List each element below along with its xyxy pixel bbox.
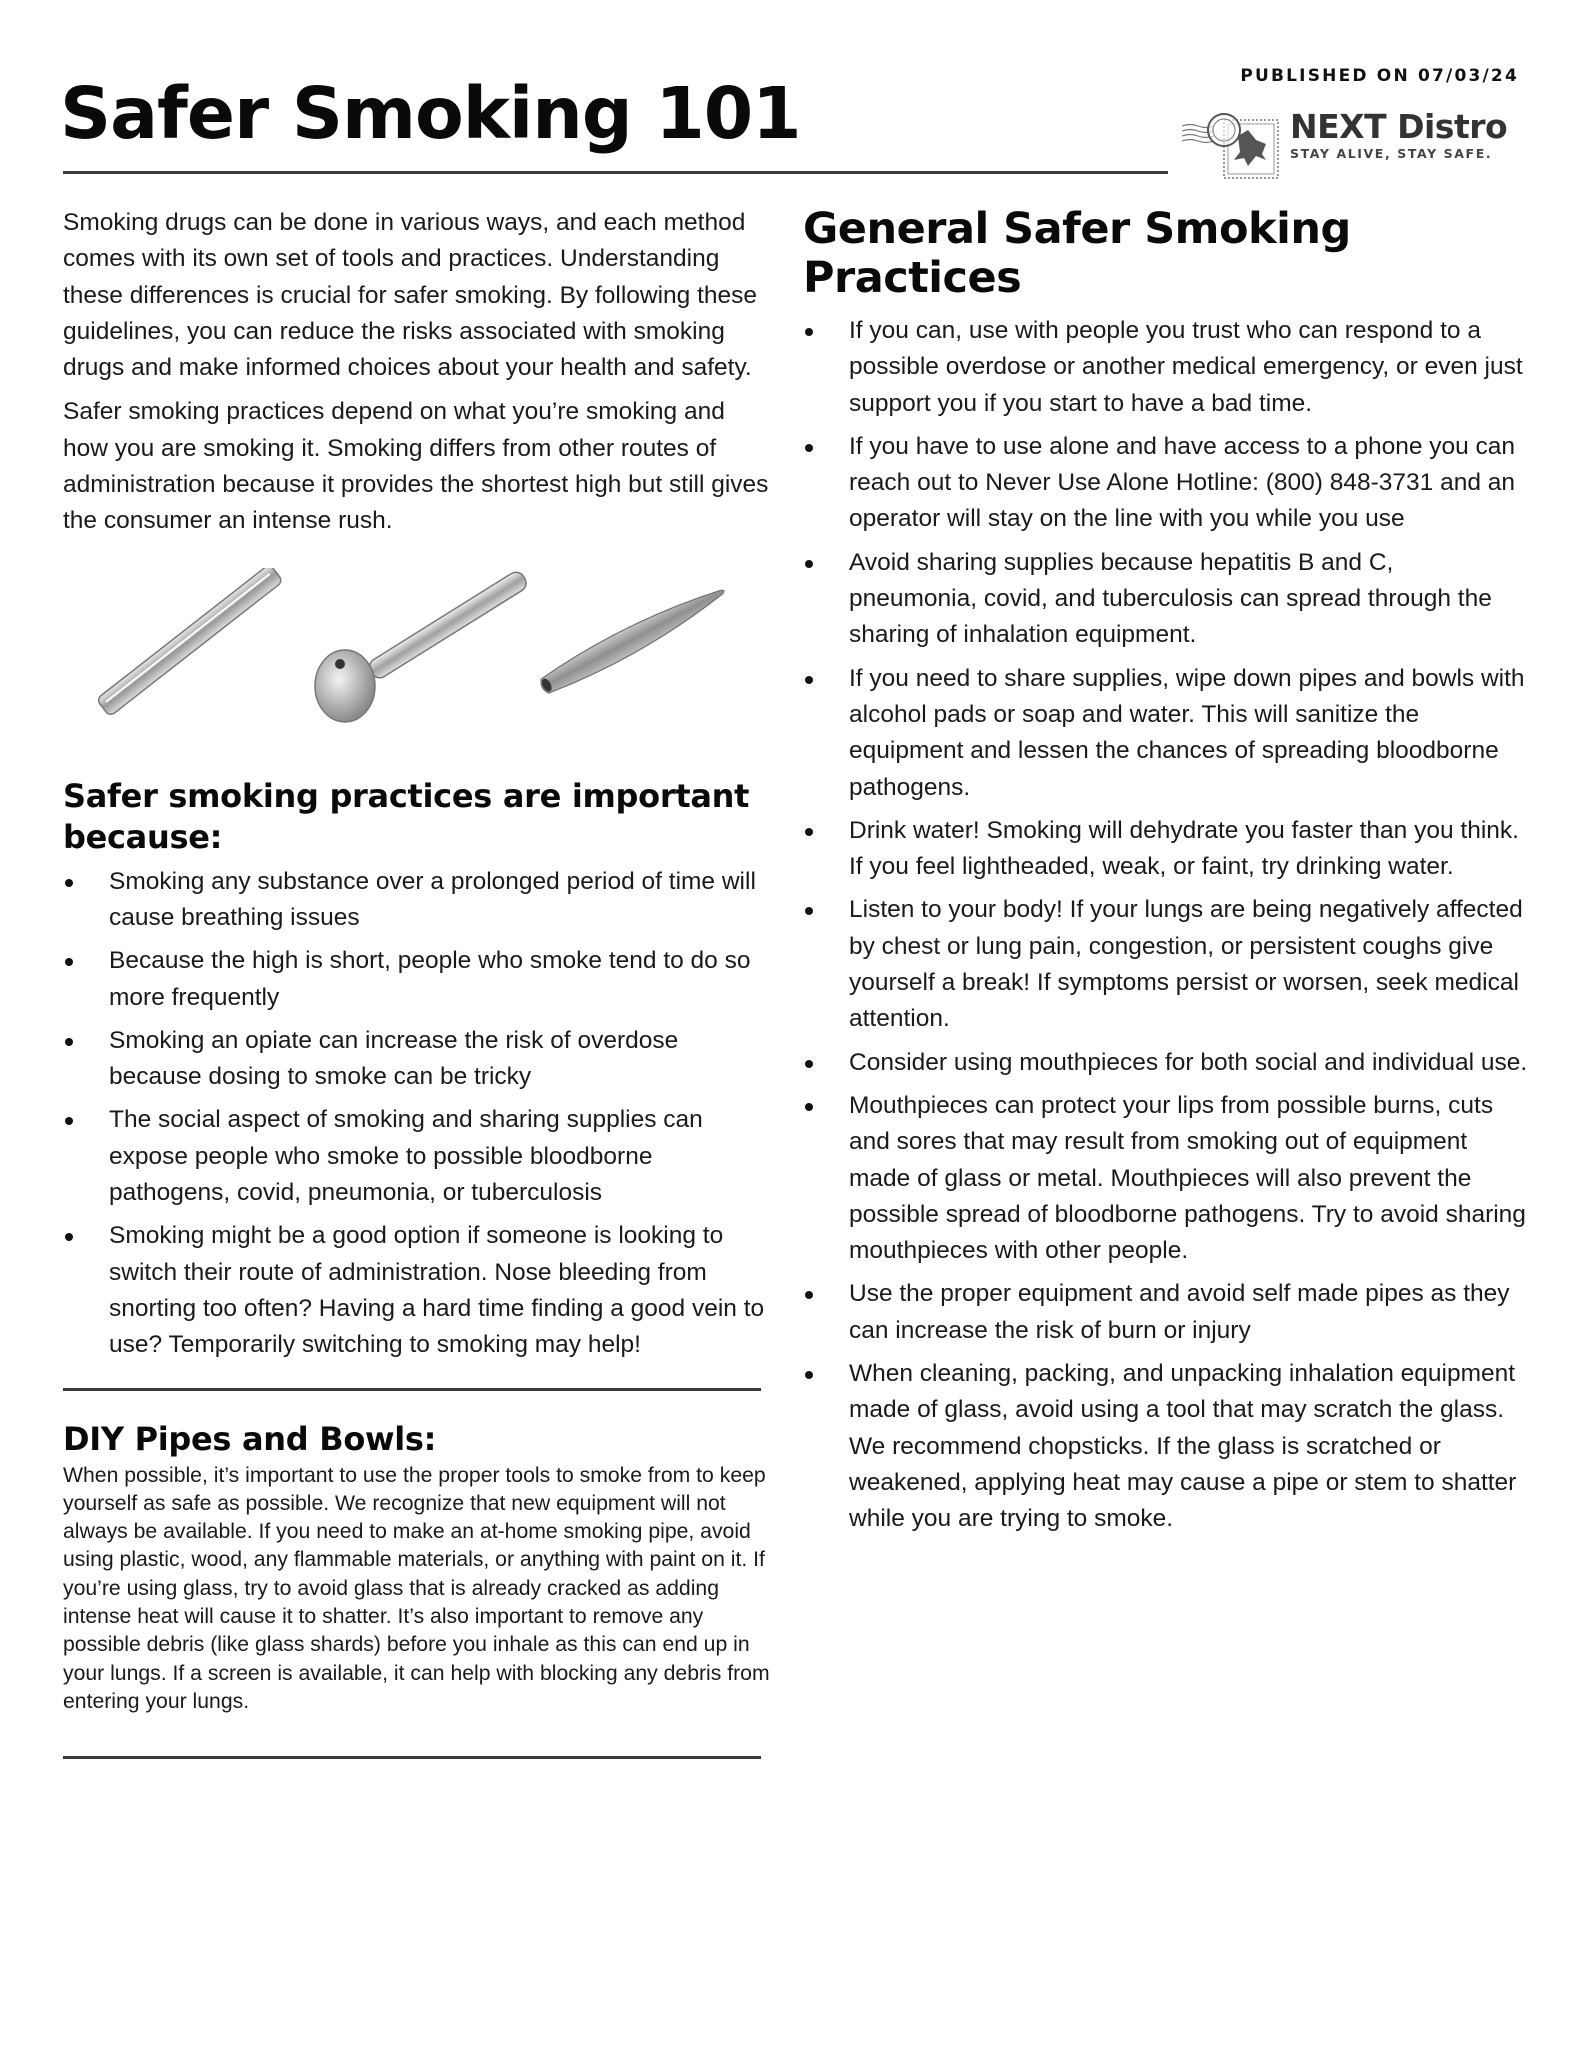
intro-paragraph-1: Smoking drugs can be done in various ways, and each method comes with its own set of tools and practices. Understanding these differences is crucial for safer smoking. By following these guidelines, you can reduce the risks associated with smoking drugs and make informed choices about your health and safety. xyxy=(63,209,758,382)
left-column xyxy=(63,205,773,1759)
bullet-icon xyxy=(805,1060,813,1068)
list-item: Smoking an opiate can increase the risk of overdose because dosing to smoke can be tricky xyxy=(63,1023,773,1096)
joint-illustration xyxy=(533,568,763,738)
diy-heading: DIY Pipes and Bowls: xyxy=(63,1419,437,1458)
list-item: Smoking might be a good option if someone is looking to switch their route of administration. Nose bleeding from snorting too often? Having a hard time finding a good vein to use? Temporarily switching to smoking may help! xyxy=(63,1218,773,1363)
postage-stamp-bird-icon xyxy=(1180,108,1285,180)
important-list xyxy=(63,864,773,1364)
list-item: When cleaning, packing, and unpacking inhalation equipment made of glass, avoid using a tool that may scratch the glass. We recommend chopsticks. If the glass is scratched or weakened, applying heat may cause a pipe or stem to shatter while you are trying to smoke. xyxy=(803,1356,1528,1537)
glass-pipe-bowl-illustration xyxy=(303,568,533,738)
bullet-icon xyxy=(805,1291,813,1299)
logo-name: NEXT Distro xyxy=(1290,107,1508,146)
list-item: Use the proper equipment and avoid self made pipes as they can increase the risk of burn or injury xyxy=(803,1276,1528,1349)
diy-body: When possible, it’s important to use the proper tools to smoke from to keep yourself as safe as possible. We recognize that new equipment will not always be available. If you need to make an at-home smoking pipe, avoid using plastic, wood, any flammable materials, or anything with paint on it. If you’re using glass, try to avoid glass that is already cracked as adding intense heat will cause it to shatter. It’s also important to remove any possible debris (like glass shards) before you inhale as this can end up in your lungs. If a screen is available, it can help with blocking any debris from entering your lungs. xyxy=(63,1463,770,1713)
bullet-icon xyxy=(805,1371,813,1379)
section-divider xyxy=(63,1756,761,1759)
glass-stem-illustration xyxy=(83,568,293,738)
list-item: Because the high is short, people who smoke tend to do so more frequently xyxy=(63,943,773,1016)
section-divider xyxy=(63,1388,761,1391)
bullet-icon xyxy=(65,958,73,966)
list-item: Mouthpieces can protect your lips from possible burns, cuts and sores that may result from smoking out of equipment made of glass or metal. Mouthpieces will also prevent the possible spread of bloodborne pathogens. Try to avoid sharing mouthpieces with other people. xyxy=(803,1088,1528,1269)
list-item: Avoid sharing supplies because hepatitis B and C, pneumonia, covid, and tuberculosis can spread through the sharing of inhalation equipment. xyxy=(803,545,1528,654)
right-column xyxy=(803,205,1528,1545)
bullet-icon xyxy=(65,1038,73,1046)
general-practices-heading: General Safer Smoking Practices xyxy=(803,204,1351,303)
bullet-icon xyxy=(805,907,813,915)
list-item: Drink water! Smoking will dehydrate you faster than you think. If you feel lightheaded, weak, or faint, try drinking water. xyxy=(803,813,1528,886)
bullet-icon xyxy=(65,1117,73,1125)
bullet-icon xyxy=(805,676,813,684)
general-practices-list xyxy=(803,313,1528,1538)
published-date: PUBLISHED ON 07/03/24 xyxy=(1240,66,1519,86)
bullet-icon xyxy=(805,328,813,336)
list-item: Listen to your body! If your lungs are being negatively affected by chest or lung pain, congestion, or persistent coughs give yourself a break! If symptoms persist or worsen, seek medical attention. xyxy=(803,892,1528,1037)
next-distro-logo xyxy=(1180,108,1520,180)
list-item: If you have to use alone and have access to a phone you can reach out to Never Use Alone Hotline: (800) 848-3731 and an operator will stay on the line with you while you use xyxy=(803,429,1528,538)
list-item: Consider using mouthpieces for both social and individual use. xyxy=(803,1045,1528,1081)
important-heading: Safer smoking practices are important because: xyxy=(63,776,750,856)
bullet-icon xyxy=(65,879,73,887)
list-item: Smoking any substance over a prolonged period of time will cause breathing issues xyxy=(63,864,773,937)
intro-paragraph-2: Safer smoking practices depend on what you’re smoking and how you are smoking it. Smoking differs from other routes of administration because it provides the shortest high but still gives the consumer an intense rush. xyxy=(63,398,769,535)
bullet-icon xyxy=(805,1103,813,1111)
bullet-icon xyxy=(805,444,813,452)
page-title: Safer Smoking 101 xyxy=(60,72,801,155)
bullet-icon xyxy=(65,1233,73,1241)
list-item: The social aspect of smoking and sharing supplies can expose people who smoke to possible bloodborne pathogens, covid, pneumonia, or tuberculosis xyxy=(63,1102,773,1211)
title-divider xyxy=(63,171,1168,174)
logo-tagline: STAY ALIVE, STAY SAFE. xyxy=(1290,145,1493,161)
smoking-equipment-illustrations xyxy=(63,568,773,738)
bullet-icon xyxy=(805,828,813,836)
bullet-icon xyxy=(805,560,813,568)
list-item: If you need to share supplies, wipe down pipes and bowls with alcohol pads or soap and water. This will sanitize the equipment and lessen the chances of spreading bloodborne pathogens. xyxy=(803,661,1528,806)
list-item: If you can, use with people you trust who can respond to a possible overdose or another medical emergency, or even just support you if you start to have a bad time. xyxy=(803,313,1528,422)
